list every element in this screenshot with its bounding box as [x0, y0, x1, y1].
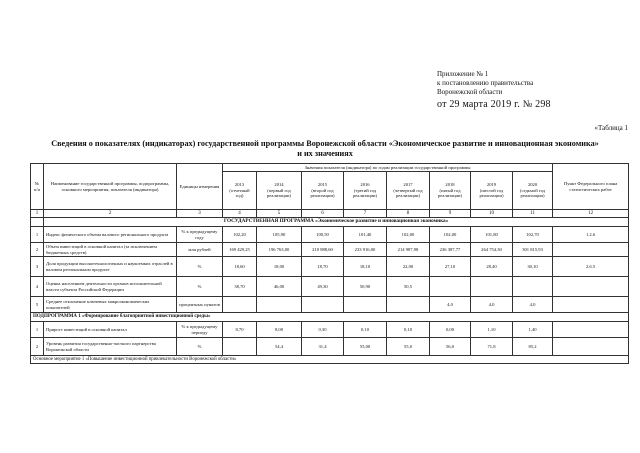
plan-point-cell: 2.6.5 — [553, 257, 629, 277]
value-cell: 22,00 — [387, 257, 430, 277]
value-cell: 102,00 — [430, 227, 471, 243]
value-cell — [344, 297, 387, 313]
value-cell: 1,10 — [471, 322, 513, 338]
indicator-name: Объем инвестиций в основной капитал (за исключением бюджетных средств) — [44, 243, 177, 257]
value-cell: 0,10 — [387, 322, 430, 338]
header-num: № п/п — [31, 164, 44, 210]
value-cell: 236 387,77 — [430, 243, 471, 257]
row-num: 2 — [31, 338, 44, 356]
column-number: 12 — [553, 210, 629, 218]
main-activity-row: Основное мероприятие 1 «Повышение инвестиционной привлекательности Воронежской области» — [31, 356, 629, 364]
document-title-line-1: Сведения о показателях (индикаторах) государственной программы Воронежской области «Экономическое развитие и инновационная экономика» — [51, 139, 599, 148]
column-number: 2 — [44, 210, 177, 218]
indicator-name: Прирост инвестиций в основной капитал — [44, 322, 177, 338]
header-year-2013 — [223, 172, 257, 210]
indicator-name: Оценка населением деятельности органов исполнительной власти субъекта Российской Федерации — [44, 277, 177, 297]
header-year-note: (шестой год реализации) — [479, 187, 504, 199]
row-num: 4 — [31, 277, 44, 297]
value-cell: 0,00 — [430, 322, 471, 338]
plan-point-cell: 1.2.6 — [553, 227, 629, 243]
value-cell — [387, 297, 430, 313]
section-program-spacer — [31, 218, 44, 227]
value-cell: 101,40 — [344, 227, 387, 243]
value-cell — [471, 277, 513, 297]
unit-cell: % — [177, 338, 223, 356]
value-cell: 71,8 — [471, 338, 513, 356]
value-cell: 4,0 — [513, 297, 553, 313]
row-num: 2 — [31, 243, 44, 257]
indicator-name: Индекс физического объема валового регионального продукта — [44, 227, 177, 243]
value-cell: 100,50 — [302, 227, 344, 243]
header-year-value: 2014 — [274, 182, 284, 188]
row-num: 5 — [31, 297, 44, 313]
column-number: 11 — [513, 210, 553, 218]
indicator-name: Уровень развития государственно-частного партнерства Воронежской области — [44, 338, 177, 356]
table-row — [31, 322, 629, 338]
value-cell: 31,4 — [302, 338, 344, 356]
value-cell: 49,30 — [302, 277, 344, 297]
header-year-value: 2016 — [360, 182, 370, 188]
value-cell: 18,60 — [223, 257, 257, 277]
value-cell: 38,70 — [223, 277, 257, 297]
header-year-note: (четвертый год реализации) — [393, 187, 423, 199]
value-cell: 102,00 — [387, 227, 430, 243]
column-number: 9 — [430, 210, 471, 218]
unit-cell: % — [177, 257, 223, 277]
unit-cell: % к предыдущему году — [177, 227, 223, 243]
indicator-name: Доля продукции высокотехнологичных и наукоемких отраслей в валовом региональном продукте — [44, 257, 177, 277]
value-cell: 46,00 — [257, 277, 302, 297]
value-cell: 18,00 — [257, 257, 302, 277]
table-label: «Таблица 1 — [594, 124, 628, 132]
unit-cell: % — [177, 277, 223, 297]
header-plan-point: Пункт Федерального плана статистических работ — [553, 164, 629, 210]
value-cell: 105,90 — [257, 227, 302, 243]
column-number: 8 — [387, 210, 430, 218]
value-cell: 18,10 — [344, 257, 387, 277]
header-unit: Единицы измерения — [177, 164, 223, 210]
value-cell — [223, 297, 257, 313]
value-cell: 102,70 — [513, 227, 553, 243]
header-year-value: 2017 — [403, 182, 413, 188]
row-num: 1 — [31, 227, 44, 243]
plan-point-cell — [553, 322, 629, 338]
value-cell: 27,10 — [430, 257, 471, 277]
header-year-note: (пятый год реализации) — [438, 187, 462, 199]
column-number: 1 — [31, 210, 44, 218]
unit-cell: млн рублей — [177, 243, 223, 257]
header-year-note: (третий год реализации) — [353, 187, 377, 199]
header-year-2020 — [513, 172, 553, 210]
plan-point-cell — [553, 243, 629, 257]
row-num: 1 — [31, 322, 44, 338]
value-cell: 85,2 — [513, 338, 553, 356]
annex-line-2: к постановлению правительства — [437, 79, 534, 88]
document-title-line-2: и их значениях — [297, 148, 353, 158]
value-cell: 8,00 — [257, 322, 302, 338]
annex-block — [437, 70, 551, 109]
header-year-note: (седьмой год реализации) — [519, 187, 546, 199]
value-cell: 54,4 — [257, 338, 302, 356]
value-cell: 50,90 — [344, 277, 387, 297]
table-row — [31, 338, 629, 356]
header-year-note: (второй год реализации) — [310, 187, 335, 199]
value-cell: 55,00 — [344, 338, 387, 356]
value-cell: 233 916,00 — [344, 243, 387, 257]
header-year-value: 2015 — [317, 182, 328, 188]
column-number: 7 — [344, 210, 387, 218]
value-cell: 0,30 — [302, 322, 344, 338]
header-name: Наименование государственной программы, подпрограммы, основного мероприятия, показателя (индикатора) — [44, 164, 177, 210]
section-program: ГОСУДАРСТВЕННАЯ ПРОГРАММА «Экономическое развитие и инновационная экономика» — [44, 218, 629, 227]
header-year-note: (отчетный год) — [229, 187, 250, 199]
plan-point-cell — [553, 338, 629, 356]
header-year-value: 2013 — [234, 182, 245, 188]
value-cell: 264 754,30 — [471, 243, 513, 257]
column-number: 5 — [257, 210, 302, 218]
header-year-2018 — [430, 172, 471, 210]
table-row — [31, 243, 629, 257]
table-row — [31, 297, 629, 313]
value-cell — [223, 338, 257, 356]
section-subprogram-1: ПОДПРОГРАММА 1 «Формирование благоприятной инвестиционной среды» — [31, 313, 629, 322]
unit-cell: процентных пунктов — [177, 297, 223, 313]
header-year-2017 — [387, 172, 430, 210]
value-cell — [302, 297, 344, 313]
row-num: 3 — [31, 257, 44, 277]
plan-point-cell — [553, 277, 629, 297]
annex-line-1: Приложение № 1 — [437, 70, 489, 78]
value-cell: 1,40 — [513, 322, 553, 338]
annex-line-3: Воронежской области — [437, 88, 503, 97]
value-cell: 102,20 — [223, 227, 257, 243]
value-cell — [430, 277, 471, 297]
value-cell: 214 987,98 — [387, 243, 430, 257]
header-year-note: (первый год реализации) — [267, 187, 291, 199]
header-values-group: Значения показателя (индикатора) по годам реализации государственной программы — [223, 164, 553, 172]
value-cell: 101,80 — [471, 227, 513, 243]
header-year-2014 — [257, 172, 302, 210]
header-year-2016 — [344, 172, 387, 210]
header-year-value: 2018 — [445, 182, 455, 188]
value-cell: 30,10 — [513, 257, 553, 277]
value-cell — [257, 297, 302, 313]
value-cell: 210 888,60 — [302, 243, 344, 257]
header-year-value: 2019 — [486, 182, 497, 188]
column-number: 10 — [471, 210, 513, 218]
header-year-value: 2020 — [527, 182, 538, 188]
value-cell: 4,0 — [471, 297, 513, 313]
column-number: 4 — [223, 210, 257, 218]
table-row — [31, 227, 629, 243]
value-cell: 28,40 — [471, 257, 513, 277]
value-cell: 301 815,93 — [513, 243, 553, 257]
annex-date: от 29 марта 2019 г. № 298 — [437, 98, 551, 110]
unit-cell: % к предыдущему периоду — [177, 322, 223, 338]
indicator-name: Среднее отклонение ключевых макроэкономических показателей — [44, 297, 177, 313]
header-year-2015 — [302, 172, 344, 210]
value-cell: 18,70 — [302, 257, 344, 277]
table-row — [31, 277, 629, 297]
header-year-2019 — [471, 172, 513, 210]
column-number: 3 — [177, 210, 223, 218]
column-number: 6 — [302, 210, 344, 218]
value-cell: 8,70 — [223, 322, 257, 338]
document-title — [40, 139, 610, 158]
value-cell: 50,5 — [387, 277, 430, 297]
value-cell: 196 763,00 — [257, 243, 302, 257]
table-row — [31, 257, 629, 277]
indicators-table — [30, 163, 629, 364]
value-cell: 0,10 — [344, 322, 387, 338]
value-cell: 169 429,25 — [223, 243, 257, 257]
plan-point-cell — [553, 297, 629, 313]
value-cell: 56,0 — [430, 338, 471, 356]
value-cell — [513, 277, 553, 297]
value-cell: 4,0 — [430, 297, 471, 313]
value-cell: 55,0 — [387, 338, 430, 356]
